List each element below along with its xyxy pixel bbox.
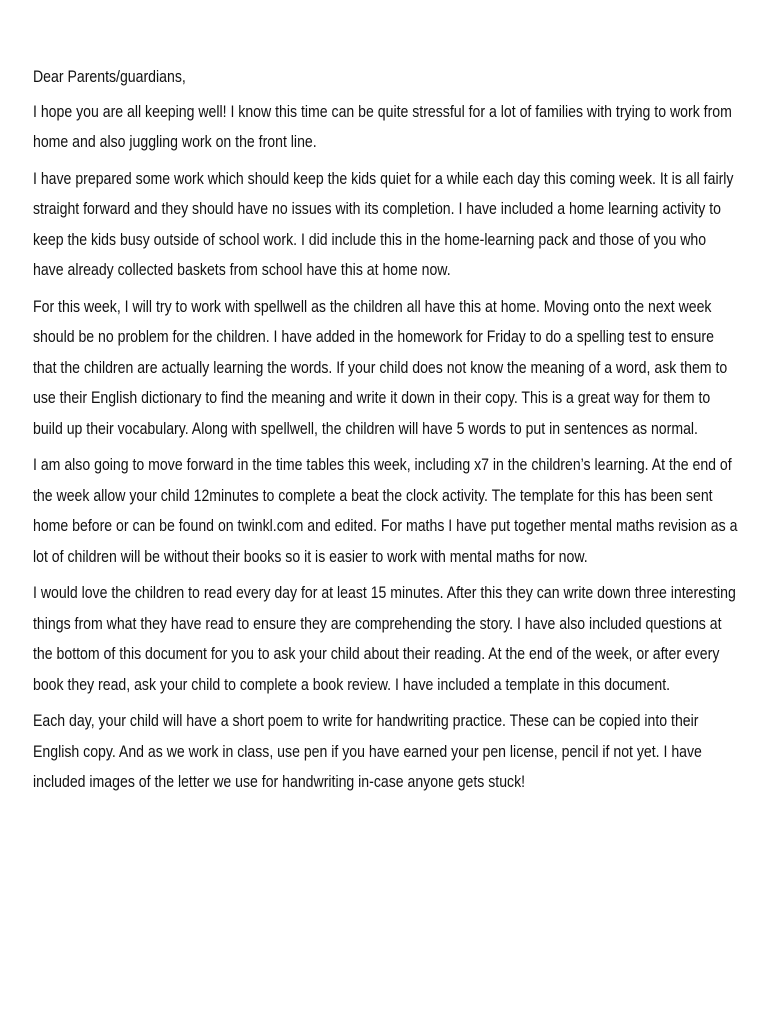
paragraph-maths: I am also going to move forward in the time tables this week, including x7 in the children’s learning. At the end of the week allow your child 12minutes to complete a beat the clock activity. The template for this has been sent home before or can be found on twinkl.com and edited. For maths I have put together mental maths revision as a lot of children will be without their books so it is easier to work with mental maths for now.	[33, 456, 738, 566]
paragraph-spelling: For this week, I will try to work with spellwell as the children all have this at home. Moving onto the next week should be no problem for the children. I have added in the homework for Friday to do a spelling test to ensure that the children are actually learning the words. If your child does not know the meaning of a word, ask them to use their English dictionary to find the meaning and write it down in their copy. This is a great way for them to build up their vocabulary. Along with spellwell, the children will have 5 words to put in sentences as normal.	[33, 297, 728, 438]
paragraph-reading: I would love the children to read every day for at least 15 minutes. After this they can write down three interesting things from what they have read to ensure they are comprehending the story. I have also included questions at the bottom of this document for you to ask your child about their reading. At the end of the week, or after every book they read, ask your child to complete a book review. I have included a template in this document.	[33, 584, 736, 694]
paragraph-prepared-work: I have prepared some work which should keep the kids quiet for a while each day this coming week. It is all fairly straight forward and they should have no issues with its completion. I have included a home learning activity to keep the kids busy outside of school work. I did include this in the home-learning pack and those of you who have already collected baskets from school have this at home now.	[33, 169, 734, 279]
paragraph-handwriting: Each day, your child will have a short poem to write for handwriting practice. These can be copied into their English copy. And as we work in class, use pen if you have earned your pen license, pencil if not yet. I have included images of the letter we use for handwriting in-case anyone gets stuck!	[33, 712, 702, 791]
letter-salutation: Dear Parents/guardians,	[33, 68, 186, 86]
paragraph-greeting: I hope you are all keeping well! I know this time can be quite stressful for a lot of families with trying to work from home and also juggling work on the front line.	[33, 102, 732, 151]
letter-page	[33, 62, 739, 804]
